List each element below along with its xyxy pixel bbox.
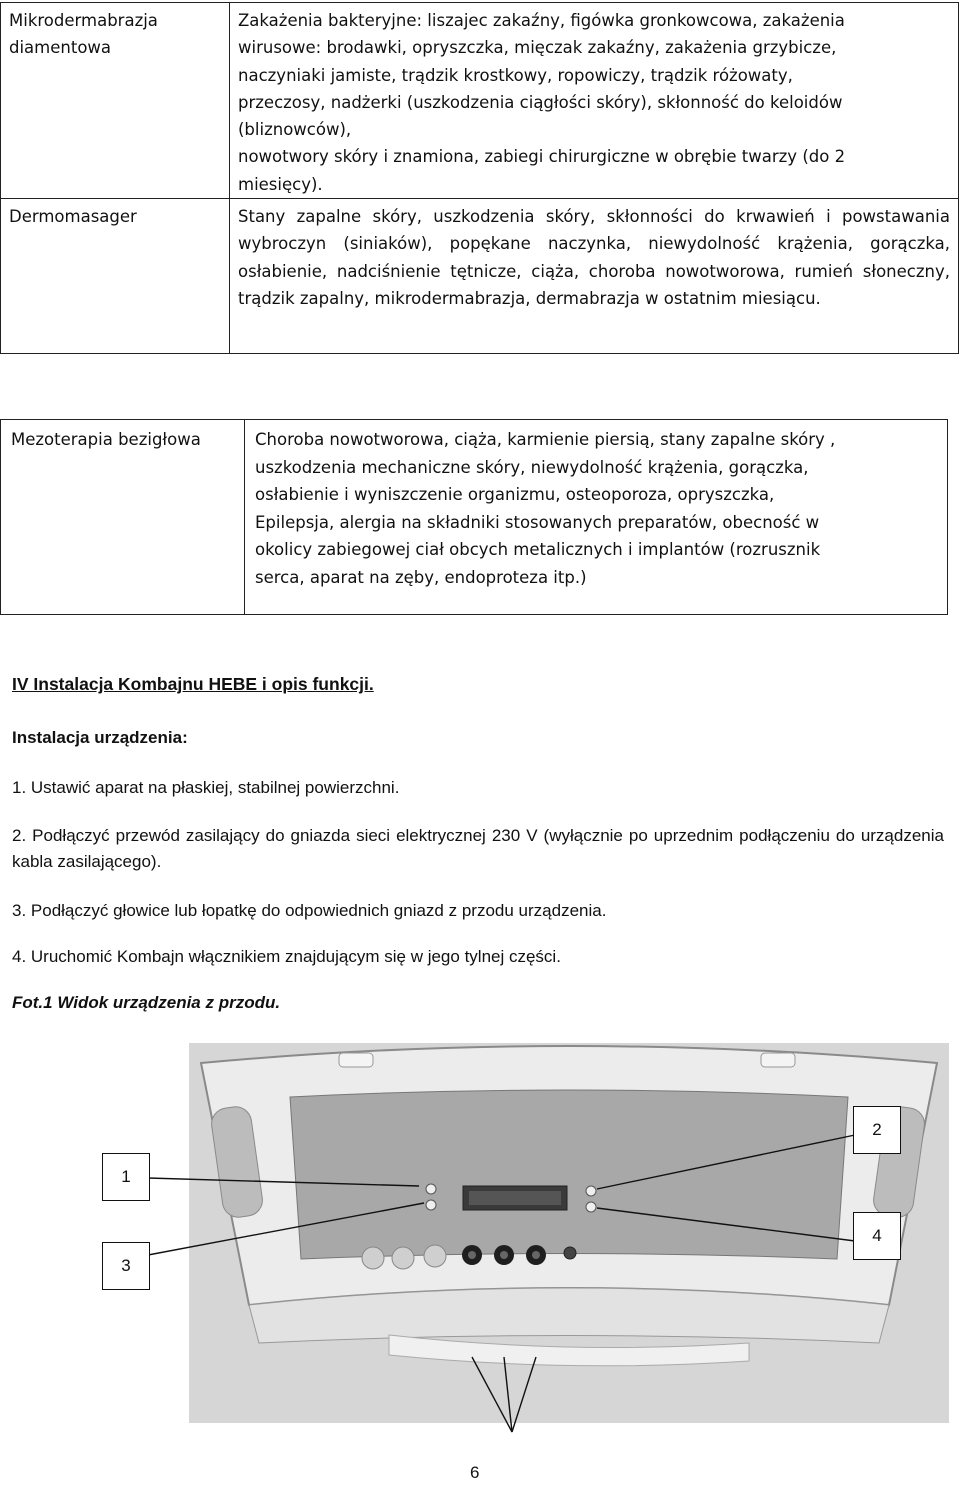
install-heading: Instalacja urządzenia: bbox=[12, 728, 188, 747]
mezoterapia-table bbox=[0, 419, 948, 615]
section-heading: IV Instalacja Kombajnu HEBE i opis funkcji. bbox=[12, 674, 374, 694]
table-row bbox=[1, 199, 959, 354]
text-line: przeczosy, nadżerki (uszkodzenia ciągłości skóry), skłonność do keloidów bbox=[238, 92, 843, 112]
treatment-contraindications: Stany zapalne skóry, uszkodzenia skóry, skłonności do krwawień i powstawania wybroczyn (siniaków), popękane naczynka, niewydolność krążenia, gorączka, osłabienie, nadciśnienie tętnicze, ciąża, choroba nowotworowa, rumień słoneczny, trądzik zapalny, mikrodermabrazja, dermabrazja w ostatnim miesiącu. bbox=[230, 199, 959, 354]
text-line: Choroba nowotworowa, ciąża, karmienie piersią, stany zapalne skóry , bbox=[255, 430, 836, 449]
text-line: miesięcy). bbox=[238, 174, 323, 194]
treatment-name: Mikrodermabrazja diamentowa bbox=[1, 3, 230, 199]
device-front-illustration bbox=[189, 1043, 949, 1423]
contraindications-table bbox=[0, 2, 959, 354]
text-line: uszkodzenia mechaniczne skóry, niewydolność krążenia, gorączka, bbox=[255, 457, 809, 477]
treatment-name: Mezoterapia bezigłowa bbox=[1, 420, 245, 615]
device-photo bbox=[189, 1043, 949, 1423]
callout-label-2: 2 bbox=[853, 1106, 901, 1154]
treatment-name: Dermomasager bbox=[1, 199, 230, 354]
table-row bbox=[1, 420, 948, 615]
text-line: Zakażenia bakteryjne: liszajec zakaźny, figówka gronkowcowa, zakażenia bbox=[238, 11, 845, 30]
text-line: okolicy zabiegowej ciał obcych metalicznych i implantów (rozrusznik bbox=[255, 540, 821, 559]
text-line: wirusowe: brodawki, opryszczka, mięczak zakaźny, zakażenia grzybicze, bbox=[238, 38, 837, 58]
treatment-contraindications bbox=[230, 3, 959, 199]
install-step: 1. Ustawić aparat na płaskiej, stabilnej powierzchni. bbox=[12, 778, 400, 797]
callout-label-3: 3 bbox=[102, 1242, 150, 1290]
text-line: Epilepsja, alergia na składniki stosowanych preparatów, obecność w bbox=[255, 512, 820, 532]
text-line: (bliznowców), bbox=[238, 120, 352, 140]
treatment-contraindications bbox=[245, 420, 948, 615]
photo-caption: Fot.1 Widok urządzenia z przodu. bbox=[12, 993, 281, 1012]
page-number: 6 bbox=[470, 1463, 480, 1482]
text-line: nowotwory skóry i znamiona, zabiegi chirurgiczne w obrębie twarzy (do 2 bbox=[238, 147, 846, 167]
callout-label-1: 1 bbox=[102, 1153, 150, 1201]
table-row bbox=[1, 3, 959, 199]
install-step: 2. Podłączyć przewód zasilający do gniazda sieci elektrycznej 230 V (wyłącznie po uprzednim podłączeniu do urządzenia kabla zasilającego). bbox=[12, 826, 944, 871]
install-step: 4. Uruchomić Kombajn włącznikiem znajdującym się w jego tylnej części. bbox=[12, 947, 561, 966]
install-step: 3. Podłączyć głowice lub łopatkę do odpowiednich gniazd z przodu urządzenia. bbox=[12, 901, 607, 920]
callout-label-4: 4 bbox=[853, 1212, 901, 1260]
text-line: osłabienie i wyniszczenie organizmu, osteoporoza, opryszczka, bbox=[255, 485, 775, 504]
text-line: serca, aparat na zęby, endoproteza itp.) bbox=[255, 567, 587, 587]
text-line: naczyniaki jamiste, trądzik krostkowy, ropowiczy, trądzik różowaty, bbox=[238, 65, 793, 85]
